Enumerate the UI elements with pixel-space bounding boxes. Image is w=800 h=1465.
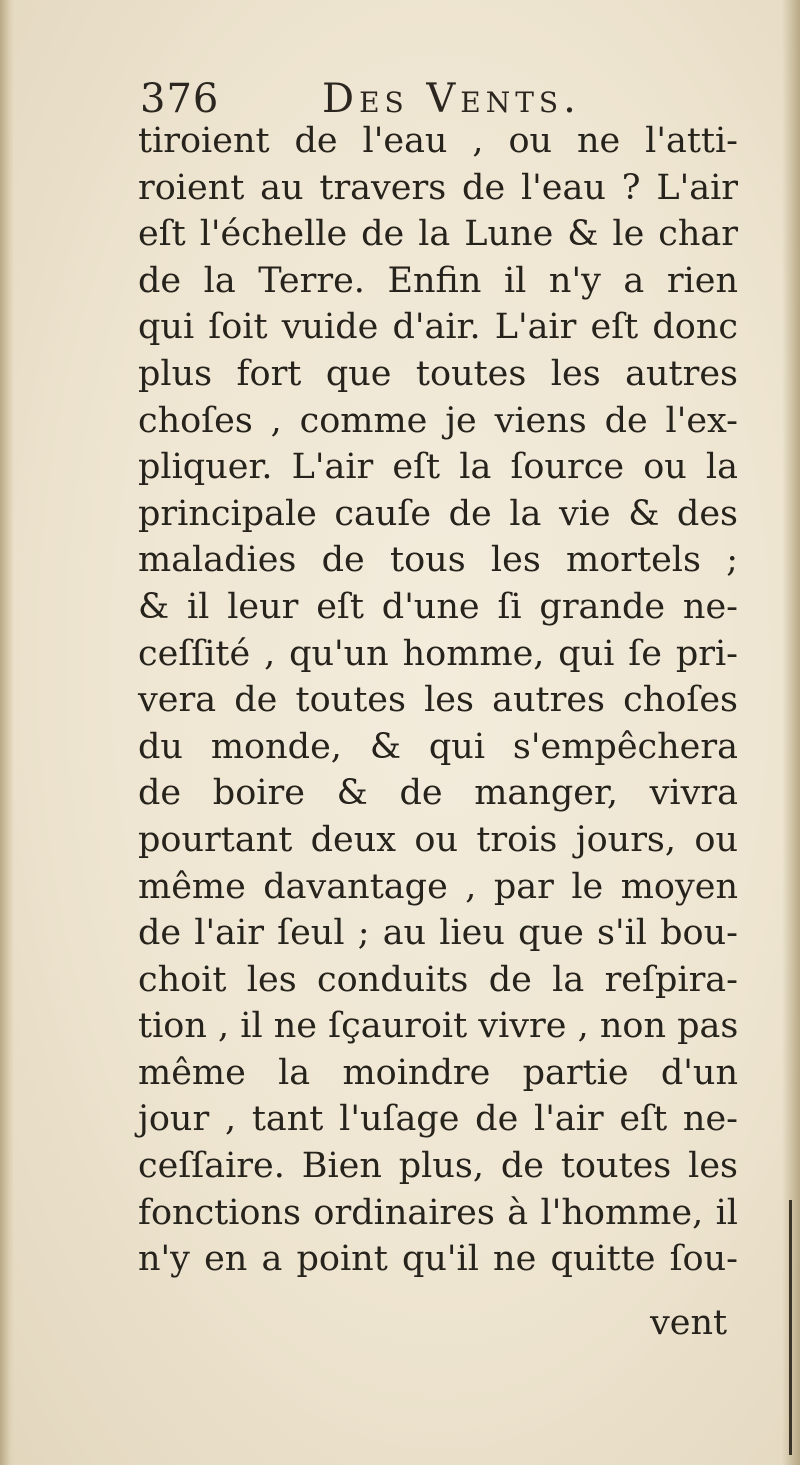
text-line: roient au travers de l'eau ? L'air	[138, 167, 738, 208]
text-line: jour , tant l'uſage de l'air eſt ne-	[138, 1099, 738, 1140]
text-line: du monde, & qui s'empêchera	[138, 726, 738, 767]
running-head: Des Vents.	[322, 76, 581, 122]
text-line: de la Terre. Enfin il n'y a rien	[138, 260, 738, 301]
catchword: vent	[650, 1303, 728, 1343]
text-line: & il leur eſt d'une ſi grande ne-	[138, 586, 738, 627]
body-text	[138, 118, 738, 1283]
text-line: ceſſité , qu'un homme, qui ſe pri-	[138, 633, 738, 674]
text-line: choit les conduits de la reſpira-	[138, 959, 738, 1000]
page-number: 376	[140, 76, 220, 122]
text-line: plus fort que toutes les autres	[138, 353, 738, 394]
text-line: tion , il ne ſçauroit vivre , non pas	[138, 1006, 739, 1047]
text-line: même la moindre partie d'un	[138, 1052, 738, 1093]
text-line: ceſſaire. Bien plus, de toutes les	[138, 1146, 738, 1187]
text-line: maladies de tous les mortels ;	[138, 540, 738, 581]
text-line: n'y en a point qu'il ne quitte ſou-	[138, 1239, 738, 1280]
text-line: choſes , comme je viens de l'ex-	[138, 400, 738, 441]
text-line: vera de toutes les autres choſes	[138, 680, 738, 721]
text-line: pliquer. L'air eſt la ſource ou la	[138, 447, 738, 488]
page-gutter-shadow	[0, 0, 14, 1465]
text-line: tiroient de l'eau , ou ne l'atti-	[138, 121, 738, 161]
text-line: eſt l'échelle de la Lune & le char	[138, 214, 738, 255]
page-edge-line	[789, 1200, 792, 1455]
text-line: de l'air ſeul ; au lieu que s'il bou-	[138, 913, 738, 954]
text-line: même davantage , par le moyen	[138, 866, 738, 907]
text-line: principale cauſe de la vie & des	[138, 493, 738, 534]
text-line: pourtant deux ou trois jours, ou	[138, 819, 738, 860]
text-line: fonctions ordinaires à l'homme, il	[138, 1192, 738, 1233]
text-line: qui ſoit vuide d'air. L'air eſt donc	[138, 307, 738, 348]
text-line: de boire & de manger, vivra	[138, 773, 738, 814]
